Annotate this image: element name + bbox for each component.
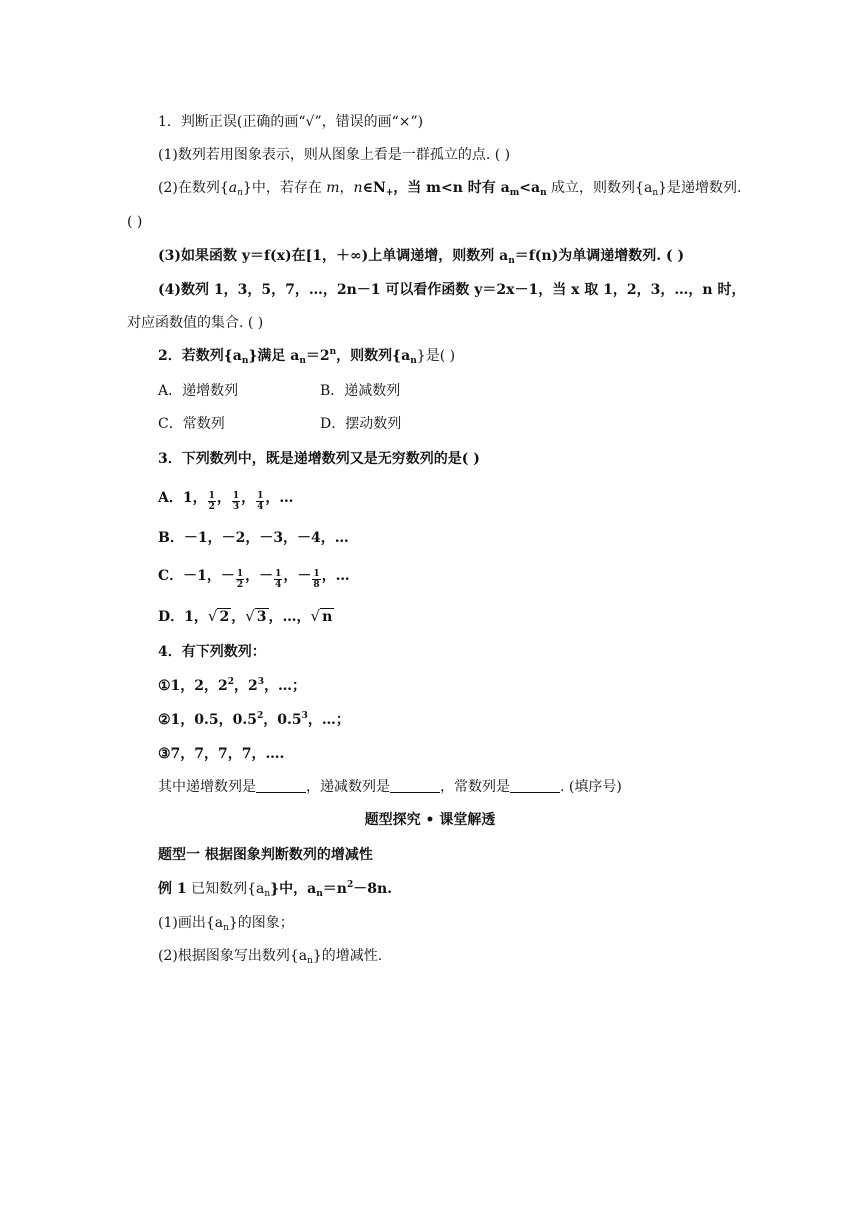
q2-stem-sub: n [241,356,249,366]
q3-option-d [158,606,334,627]
fraction [232,491,240,512]
section-title: 题型探究 • 课堂解透 [364,812,496,828]
q3-option-c [158,566,350,590]
exponent: 2 [346,880,354,890]
exponent: 2 [257,711,264,721]
fraction-numerator: 1 [236,569,244,579]
q3-option-a-tail: ，… [265,490,294,506]
q1-item-3-sub: n [508,256,515,266]
q1-item-2-part: ∈N [362,180,386,196]
q1-stem [158,112,423,132]
q4-seq-3-text: ③7，7，7，7，…. [158,746,285,762]
q4-fill-part: 其中递增数列是 [158,779,256,795]
radical-sign: √ [310,607,321,625]
q2-stem-sub: n [299,356,306,366]
exponent: 2 [227,677,235,687]
square-root [245,606,268,627]
radicand: 3 [256,609,267,625]
q2-stem-part: ＝2 [305,348,330,364]
q1-item-2-part: <a [519,180,541,196]
q2-option-d-text: D．摆动数列 [320,416,402,432]
fraction [274,569,282,590]
q2-stem [158,346,455,366]
q1-item-2-part: }中，若存在 [242,180,327,196]
q3-option-c-tail: ，… [321,568,350,584]
example-label: 例 1 [158,881,187,897]
q4-sequence-3 [158,744,284,764]
separator: ，－ [245,568,274,584]
q2-stem-part: }是( ) [416,348,456,364]
q4-stem-text: 4．有下列数列： [158,644,266,660]
fraction-denominator: 8 [313,580,320,590]
fraction-numerator: 1 [313,569,320,579]
q1-item-4 [158,280,745,300]
q4-seq-part: ①1，2，2 [158,678,228,694]
q1-item-2-var-n: n [353,180,363,196]
q1-item-3 [158,246,684,266]
q2-option-b-text: B．递减数列 [320,383,401,399]
q1-item-2-cont [127,212,142,232]
q4-seq-part: ，2 [234,678,258,694]
example-part: }中，a [270,881,317,897]
fraction [256,491,264,512]
answer-blank-decreasing[interactable] [390,778,440,793]
q4-fill-line [158,777,622,797]
q1-item-2-var-m: m [326,180,340,196]
q1-stem-text: 1．判断正误(正确的画“√”，错误的画“×”) [158,114,424,130]
q1-item-4-cont-text: 对应函数值的集合. ( ) [127,315,264,331]
q1-item-2-part: (2)在数列{ [158,180,229,196]
q1-item-2-cont-text: ( ) [127,214,143,230]
subscript: n [307,956,313,966]
q1-item-4-cont [127,313,263,333]
q4-fill-part: ，常数列是 [440,779,510,795]
fraction-numerator: 1 [257,491,264,501]
fraction-numerator: 1 [208,491,215,501]
q1-item-1 [158,145,510,165]
separator: ， [231,609,246,625]
fraction-denominator: 2 [208,502,215,512]
q1-item-2-sub: m [509,188,520,198]
subscript: n [223,923,229,933]
q4-fill-part: ，递减数列是 [306,779,390,795]
q1-item-2-part: ， [339,180,354,196]
q3-option-d-label: D．1， [158,609,208,625]
square-root [311,606,335,627]
radicand: n [322,609,333,625]
q4-sequence-2 [158,710,350,730]
example-part: ＝n [322,881,347,897]
fraction [312,569,320,590]
type-heading-text: 题型一 根据图象判断数列的增减性 [158,847,373,863]
type-heading [158,845,373,865]
q4-stem [158,642,266,662]
subscript: n [316,889,323,899]
example-part: }的图象； [228,915,294,931]
q4-fill-part: . (填序号) [560,779,622,795]
q1-item-2-part: ，当 m<n 时有 a [393,180,510,196]
example-1-part-2 [158,946,382,966]
separator: ， [216,490,231,506]
example-1-part-1 [158,913,294,933]
q2-stem-part: }满足 a [248,348,300,364]
answer-blank-increasing[interactable] [256,778,306,793]
q2-stem-sub: n [410,356,417,366]
q2-stem-sup: n [329,347,337,357]
example-part: }的增减性. [312,948,383,964]
fraction-numerator: 1 [275,569,282,579]
q1-item-2-part: }是递增数列. [658,180,742,196]
q1-item-1-text: (1)数列若用图象表示，则从图象上看是一群孤立的点. ( ) [158,147,511,163]
example-1 [158,879,392,899]
q2-option-d [320,414,401,434]
fraction-denominator: 4 [257,502,264,512]
q1-item-2-part: 成立，则数列{a [546,180,653,196]
q3-option-b [158,528,349,548]
q1-item-2-sub: n [237,188,243,198]
separator: ，…， [268,609,311,625]
q2-option-b [320,381,400,401]
example-part: －8n. [353,881,393,897]
q2-option-c [158,414,225,434]
separator: ，－ [283,568,312,584]
answer-blank-constant[interactable] [510,778,560,793]
q4-seq-part: ，…； [264,678,307,694]
q1-item-2-sub: n [540,188,547,198]
q4-seq-part: ，0.5 [263,712,302,728]
q3-option-a-label: A．1， [158,490,207,506]
radicand: 2 [219,609,230,625]
q3-option-b-text: B．－1，－2，－3，－4，… [158,530,349,546]
q2-option-c-text: C．常数列 [158,416,225,432]
fraction-denominator: 3 [232,502,240,512]
q1-item-3-part: (3)如果函数 y＝f(x)在[1，＋∞)上单调递增，则数列 a [158,248,509,264]
q1-item-2-var-a: a [228,180,238,196]
q4-seq-part: ，…； [307,712,350,728]
fraction-denominator: 4 [275,580,282,590]
q3-option-a [158,488,293,512]
q1-item-2-sub: + [385,188,394,198]
fraction [236,569,244,590]
square-root [208,606,231,627]
radical-sign: √ [207,607,218,625]
subscript: n [264,889,271,899]
fraction [208,491,216,512]
exponent: 3 [301,711,308,721]
q2-stem-part: ，则数列{a [336,348,411,364]
q1-item-2-sub: n [652,188,659,198]
q2-option-a-text: A．递增数列 [158,383,239,399]
separator: ， [241,490,256,506]
q4-sequence-1 [158,676,306,696]
example-part: 已知数列{a [186,881,265,897]
q2-option-a [158,381,238,401]
q4-seq-part: ②1，0.5，0.5 [158,712,258,728]
radical-sign: √ [245,607,255,625]
example-part: (1)画出{a [158,915,224,931]
q1-item-4-text: (4)数列 1，3，5，7，…，2n－1 可以看作函数 y＝2x－1，当 x 取 1，2，3，…，n 时， [158,282,746,298]
q3-stem [158,449,480,469]
fraction-denominator: 2 [236,580,244,590]
q1-item-3-part: ＝f(n)为单调递增数列. ( ) [514,248,685,264]
q3-option-c-label: C．－1，－ [158,568,235,584]
q1-item-2 [158,178,741,198]
q2-stem-part: 2．若数列{a [158,348,242,364]
q3-stem-text: 3．下列数列中，既是递增数列又是无穷数列的是( ) [158,451,480,467]
fraction-numerator: 1 [232,491,240,501]
example-part: (2)根据图象写出数列{a [158,948,308,964]
exponent: 3 [257,677,265,687]
